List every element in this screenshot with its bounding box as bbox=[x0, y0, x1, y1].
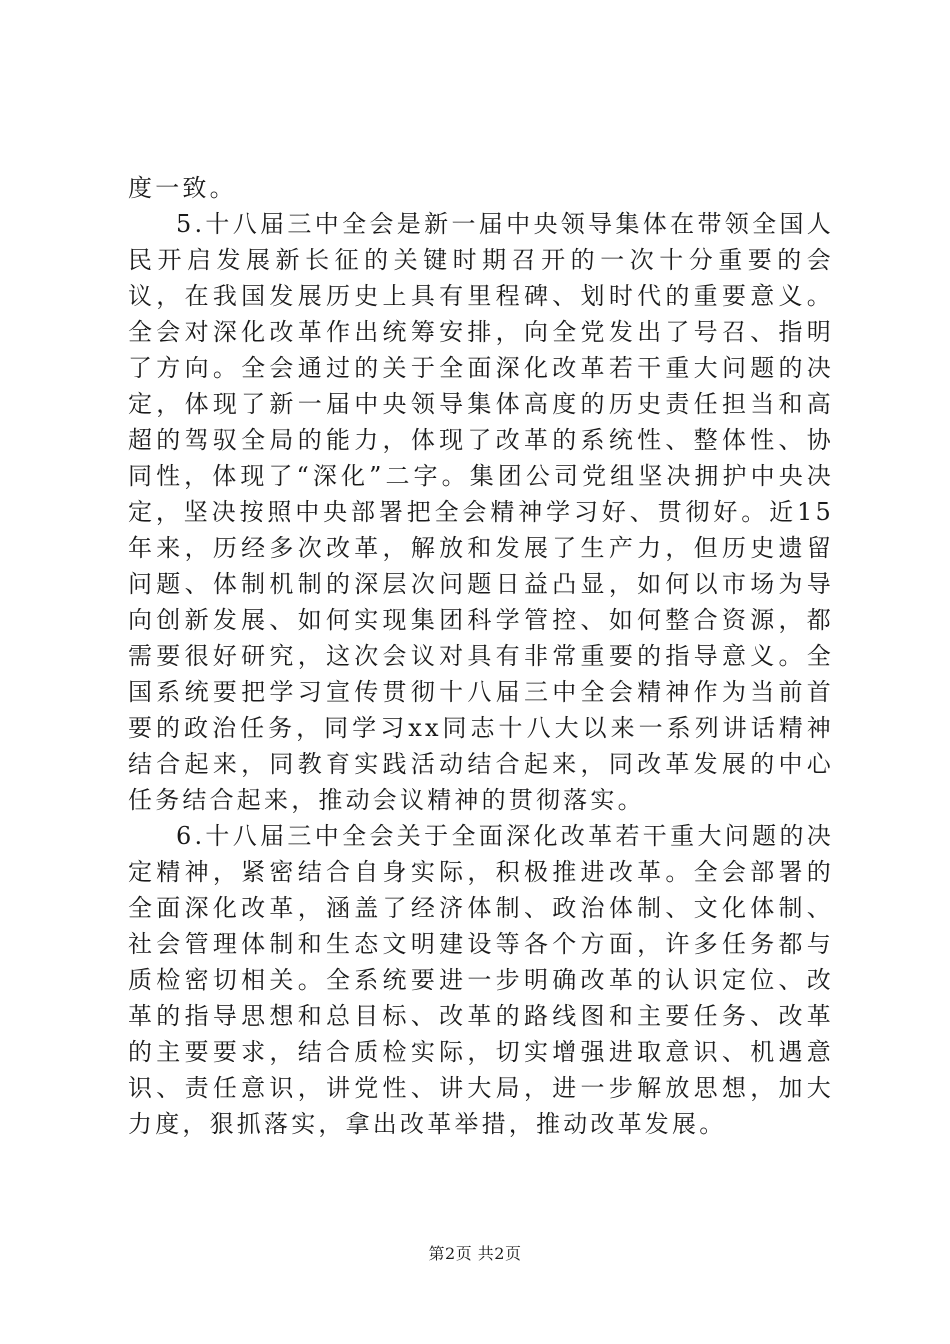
paragraph-item-6: 6.十八届三中全会关于全面深化改革若干重大问题的决定精神，紧密结合自身实际，积极推进改革。全会部署的全面深化改革，涵盖了经济体制、政治体制、文化体制、社会管理体制和生态文明建设等各个方面，许多任务都与质检密切相关。全系统要进一步明确改革的认识定位、改革的指导思想和总目标、改革的路线图和主要任务、改革的主要要求，结合质检实际，切实增强进取意识、机遇意识、责任意识，讲党性、讲大局，进一步解放思想，加大力度，狠抓落实，拿出改革举措，推动改革发展。 bbox=[128, 822, 834, 1138]
paragraph-continuation: 度一致。 bbox=[128, 174, 237, 202]
document-body bbox=[128, 170, 834, 1142]
paragraph-item-5: 5.十八届三中全会是新一届中央领导集体在带领全国人民开启发展新长征的关键时期召开的一次十分重要的会议，在我国发展历史上具有里程碑、划时代的重要意义。全会对深化改革作出统筹安排，向全党发出了号召、指明了方向。全会通过的关于全面深化改革若干重大问题的决定，体现了新一届中央领导集体高度的历史责任担当和高超的驾驭全局的能力，体现了改革的系统性、整体性、协同性，体现了“深化”二字。集团公司党组坚决拥护中央决定，坚决按照中央部署把全会精神学习好、贯彻好。近15年来，历经多次改革，解放和发展了生产力，但历史遗留问题、体制机制的深层次问题日益凸显，如何以市场为导向创新发展、如何实现集团科学管控、如何整合资源，都需要很好研究，这次会议对具有非常重要的指导意义。全国系统要把学习宣传贯彻十八届三中全会精神作为当前首要的政治任务，同学习xx同志十八大以来一系列讲话精神结合起来，同教育实践活动结合起来，同改革发展的中心任务结合起来，推动会议精神的贯彻落实。 bbox=[128, 210, 834, 814]
page-footer: 第2页 共2页 bbox=[428, 1244, 522, 1263]
